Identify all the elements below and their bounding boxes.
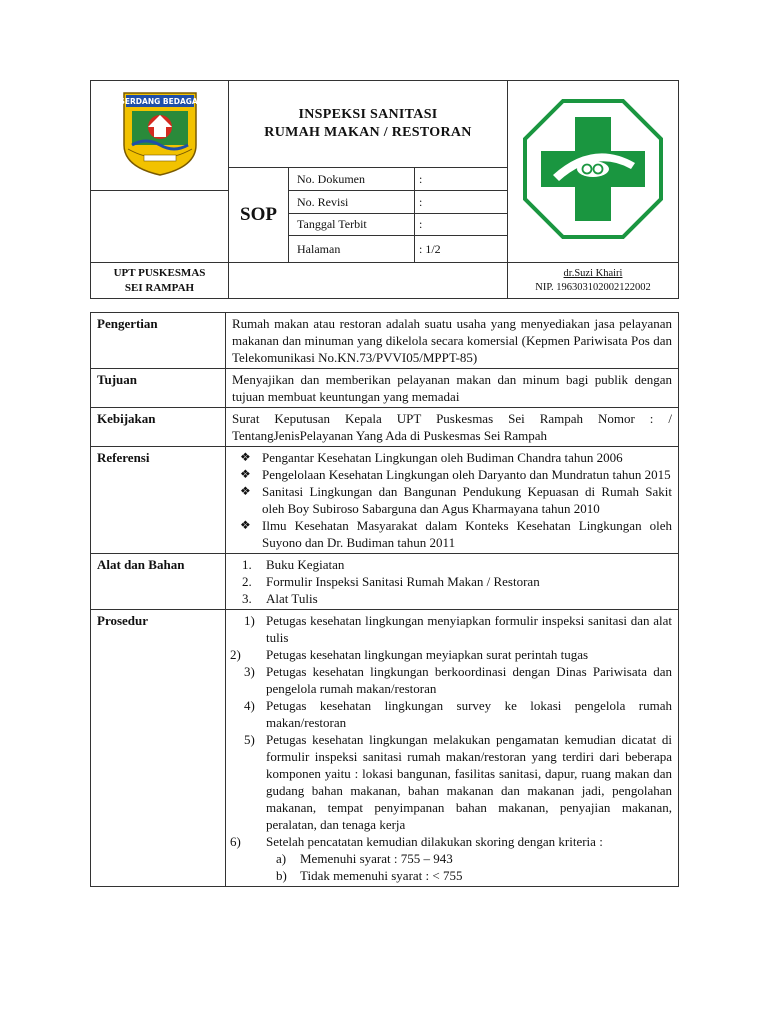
kebijakan-line-1: Surat Keputusan Kepala UPT Puskesmas Sei Rampah Nomor : / bbox=[232, 411, 672, 426]
kebijakan-line-2: TentangJenisPelayanan Yang Ada di Puskesmas Sei Rampah bbox=[232, 428, 548, 443]
meta-value: : bbox=[415, 168, 508, 191]
meta-label: Halaman bbox=[289, 236, 415, 263]
blank-cell bbox=[91, 191, 229, 214]
kebijakan-text bbox=[226, 408, 679, 447]
criteria-letter: b) bbox=[276, 868, 287, 883]
item-number: 1. bbox=[242, 557, 252, 572]
list-item bbox=[232, 590, 672, 607]
signer-name: dr.Suzi Khairi bbox=[563, 267, 623, 279]
item-number: 2. bbox=[242, 574, 252, 589]
procedure-step bbox=[232, 612, 672, 646]
step-text: Petugas kesehatan lingkungan menyiapkan formulir inspeksi sanitasi dan alat tulis bbox=[266, 613, 672, 645]
row-pengertian bbox=[91, 313, 679, 369]
criteria-text: Tidak memenuhi syarat : < 755 bbox=[300, 868, 463, 883]
diamond-bullet-icon: ❖ bbox=[240, 467, 251, 481]
prosedur-list bbox=[226, 610, 679, 887]
criteria-item bbox=[232, 850, 672, 867]
section-label: Kebijakan bbox=[91, 408, 226, 447]
reference-text: Sanitasi Lingkungan dan Bangunan Pendukung Kepuasan di Rumah Sakit oleh Boy Subiroso Sabarguna dan Agus Kharmayana tahun 2010 bbox=[262, 484, 672, 516]
sop-label: SOP bbox=[229, 168, 289, 263]
document-title bbox=[229, 81, 508, 168]
puskesmas-logo-cell bbox=[508, 81, 679, 263]
step-text: Petugas kesehatan lingkungan berkoordinasi dengan Dinas Pariwisata dan pengelola rumah makan/restoran bbox=[266, 664, 672, 696]
section-label: Tujuan bbox=[91, 369, 226, 408]
diamond-bullet-icon: ❖ bbox=[240, 484, 251, 498]
list-item bbox=[232, 449, 672, 466]
blank-cell bbox=[91, 214, 229, 236]
row-alat-bahan bbox=[91, 554, 679, 610]
section-label: Prosedur bbox=[91, 610, 226, 887]
procedure-step bbox=[232, 833, 672, 850]
reference-text: Ilmu Kesehatan Masyarakat dalam Konteks Kesehatan Lingkungan oleh Suyono dan Dr. Budiman tahun 2011 bbox=[262, 518, 672, 550]
row-prosedur bbox=[91, 610, 679, 887]
meta-label: No. Dokumen bbox=[289, 168, 415, 191]
criteria-text: Memenuhi syarat : 755 – 943 bbox=[300, 851, 453, 866]
meta-value: : bbox=[415, 191, 508, 214]
step-number: 4) bbox=[244, 698, 255, 713]
row-tujuan bbox=[91, 369, 679, 408]
procedure-step bbox=[232, 663, 672, 697]
step-number: 5) bbox=[244, 732, 255, 747]
list-item bbox=[232, 517, 672, 551]
alat-list bbox=[226, 554, 679, 610]
reference-text: Pengantar Kesehatan Lingkungan oleh Budiman Chandra tahun 2006 bbox=[262, 450, 623, 465]
puskesmas-logo bbox=[523, 99, 663, 239]
procedure-step bbox=[232, 697, 672, 731]
step-text: Petugas kesehatan lingkungan meyiapkan surat perintah tugas bbox=[266, 647, 589, 662]
procedure-step bbox=[232, 731, 672, 833]
section-label: Pengertian bbox=[91, 313, 226, 369]
item-number: 3. bbox=[242, 591, 252, 606]
item-text: Formulir Inspeksi Sanitasi Rumah Makan / Restoran bbox=[266, 574, 540, 589]
list-item bbox=[232, 483, 672, 517]
step-number: 1) bbox=[244, 613, 255, 628]
meta-label: Tanggal Terbit bbox=[289, 214, 415, 236]
step-text: Petugas kesehatan lingkungan melakukan pengamatan kemudian dicatat di formulir inspeksi sanitasi rumah makan/restoran yang terdiri dari beberapa komponen yaitu : lokasi bangunan, fasilitas sanitasi, dapur, ruang makan dan gudang bahan makanan, bahan makanan dan makanan jadi, pengolahan makanan, tempat penyimpanan bahan makanan, penyajian makanan, peralatan, dan tenaga kerja bbox=[266, 732, 672, 832]
meta-label: No. Revisi bbox=[289, 191, 415, 214]
criteria-letter: a) bbox=[276, 851, 287, 866]
tujuan-text: Menyajikan dan memberikan pelayanan makan dan minum bagi publik dengan tujuan membuat keuntungan yang memadai bbox=[226, 369, 679, 408]
logo-cell bbox=[91, 81, 229, 191]
svg-text:SERDANG BEDAGAI: SERDANG BEDAGAI bbox=[119, 97, 200, 106]
diamond-bullet-icon: ❖ bbox=[240, 518, 251, 532]
blank-cell bbox=[91, 236, 229, 263]
blank-cell bbox=[229, 263, 508, 299]
step-text: Setelah pencatatan kemudian dilakukan skoring dengan kriteria : bbox=[266, 834, 603, 849]
list-item bbox=[232, 466, 672, 483]
organization-name bbox=[91, 263, 229, 299]
list-item bbox=[232, 556, 672, 573]
referensi-list bbox=[226, 447, 679, 554]
reference-text: Pengelolaan Kesehatan Lingkungan oleh Daryanto dan Mundratun tahun 2015 bbox=[262, 467, 671, 482]
pengertian-text: Rumah makan atau restoran adalah suatu usaha yang menyediakan jasa pelayanan makanan dan minuman yang dikelola secara komersial (Kepmen Pariwisata Pos dan Telekomunikasi No.KN.73/PVVI05/MPPT-85) bbox=[226, 313, 679, 369]
meta-value: : bbox=[415, 214, 508, 236]
step-number: 2) bbox=[230, 647, 241, 662]
meta-value: : 1/2 bbox=[415, 236, 508, 263]
item-text: Alat Tulis bbox=[266, 591, 318, 606]
criteria-item bbox=[232, 867, 672, 884]
org-line-1: UPT PUSKESMAS bbox=[113, 266, 206, 279]
sop-content-table bbox=[90, 312, 679, 887]
serdang-bedagai-logo bbox=[118, 87, 202, 179]
title-line-2: RUMAH MAKAN / RESTORAN bbox=[264, 125, 472, 140]
section-label: Alat dan Bahan bbox=[91, 554, 226, 610]
step-text: Petugas kesehatan lingkungan survey ke lokasi pengelola rumah makan/restoran bbox=[266, 698, 672, 730]
signer-nip: NIP. 196303102002122002 bbox=[535, 281, 651, 293]
title-line-1: INSPEKSI SANITASI bbox=[298, 107, 438, 122]
step-number: 6) bbox=[230, 834, 241, 849]
diamond-bullet-icon: ❖ bbox=[240, 450, 251, 464]
procedure-step bbox=[232, 646, 672, 663]
list-item bbox=[232, 573, 672, 590]
step-number: 3) bbox=[244, 664, 255, 679]
sop-header-table bbox=[90, 80, 679, 299]
row-referensi bbox=[91, 447, 679, 554]
org-line-2: SEI RAMPAH bbox=[124, 281, 195, 294]
item-text: Buku Kegiatan bbox=[266, 557, 345, 572]
signatory bbox=[508, 263, 679, 299]
section-label: Referensi bbox=[91, 447, 226, 554]
row-kebijakan bbox=[91, 408, 679, 447]
